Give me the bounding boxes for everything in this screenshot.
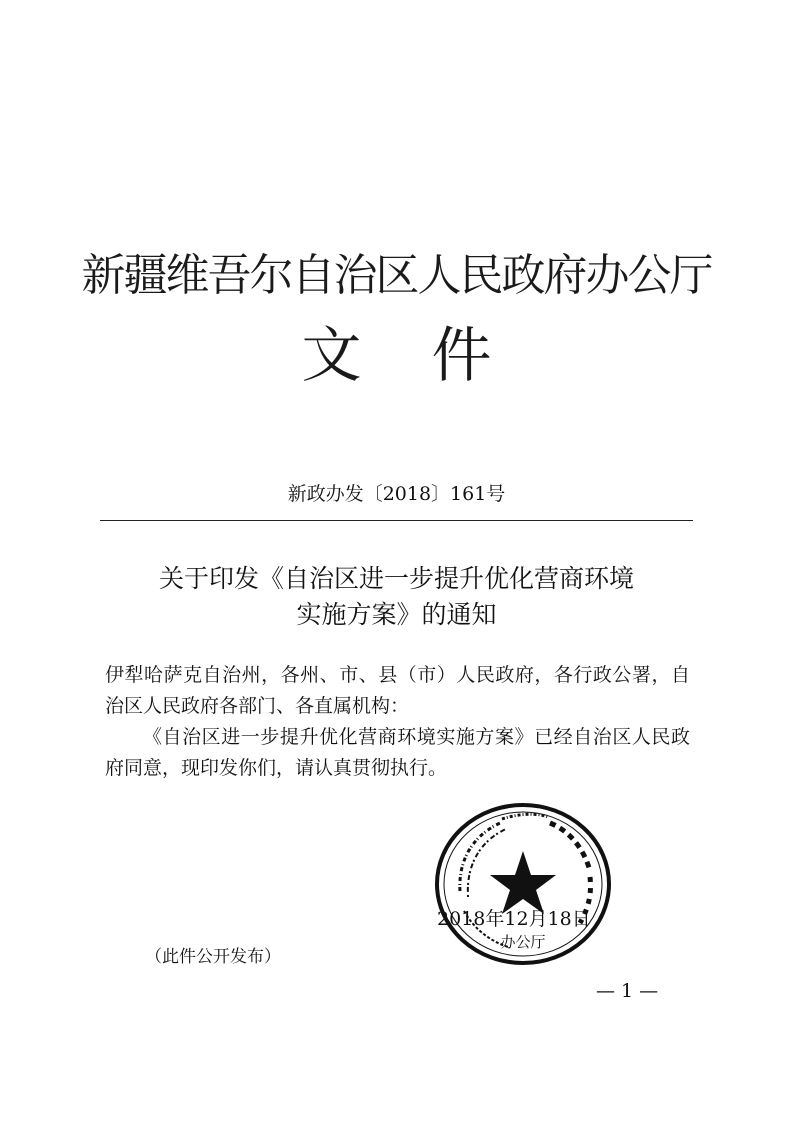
title-line-1: 关于印发《自治区进一步提升优化营商环境 [158, 564, 634, 593]
body-paragraph: 《自治区进一步提升优化营商环境实施方案》已经自治区人民政府同意，现印发你们，请认真贯彻执行。 [105, 726, 690, 779]
seal-signer: 办公厅 [500, 933, 546, 951]
document-number: 新政办发〔2018〕161号 [287, 483, 506, 505]
issue-date: 2018年12月18日 [437, 908, 591, 930]
document-type: 文件 [301, 321, 562, 391]
header-divider [100, 520, 693, 521]
title-line-2: 实施方案》的通知 [296, 600, 497, 629]
salutation: 伊犁哈萨克自治州，各州、市、县（市）人民政府，各行政公署，自治区人民政府各部门、各直属机构： [105, 664, 690, 717]
issuer-name: 新疆维吾尔自治区人民政府办公厅 [81, 250, 712, 301]
document-title [0, 561, 793, 633]
disclosure-note: （此件公开发布） [145, 947, 281, 967]
official-seal-icon [430, 799, 616, 969]
page-number: — 1 — [596, 980, 659, 1002]
